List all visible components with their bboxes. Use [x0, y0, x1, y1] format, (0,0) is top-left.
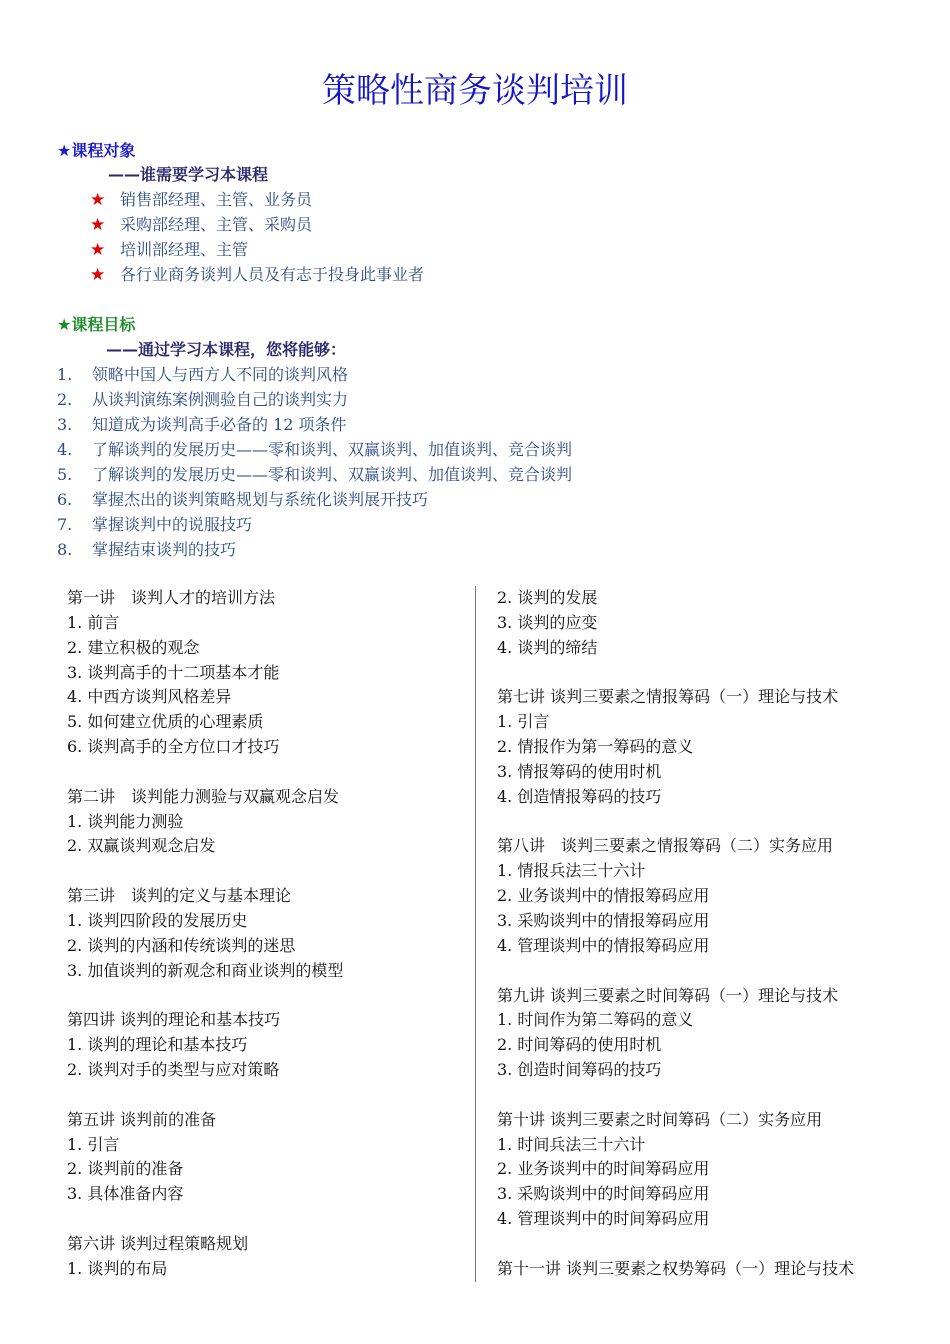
goals-subtitle: ——通过学习本课程，您将能够：: [106, 340, 347, 359]
audience-item-text: 培训部经理、主管: [120, 240, 249, 259]
goal-item: [57, 437, 572, 462]
audience-heading-text: 课程对象: [71, 141, 136, 160]
lecture-item: 2. 谈判的发展: [497, 588, 598, 607]
goal-item: [57, 537, 572, 562]
lecture-item: 1. 谈判能力测验: [67, 811, 184, 831]
goal-number: 2.: [57, 390, 73, 409]
lecture-item: 2. 谈判的内涵和传统谈判的迷思: [67, 935, 296, 955]
lecture-item: 4. 创造情报筹码的技巧: [497, 786, 662, 806]
lecture-item: 1. 时间兵法三十六计: [497, 1134, 646, 1154]
spacer: [497, 661, 917, 686]
audience-item-text: 采购部经理、主管、采购员: [120, 215, 313, 234]
audience-item-text: 各行业商务谈判人员及有志于投身此事业者: [120, 265, 425, 284]
lecture-item: 2. 双赢谈判观念启发: [67, 836, 216, 856]
lecture-item: 2. 业务谈判中的时间筹码应用: [497, 1159, 710, 1179]
goal-item: [57, 412, 572, 437]
spacer: [497, 1083, 917, 1108]
goal-number: 3.: [57, 415, 73, 434]
lecture-item: 3. 加值谈判的新观念和商业谈判的模型: [67, 960, 344, 980]
document-title: 策略性商务谈判培训: [322, 71, 628, 111]
red-star-icon: ★: [90, 215, 106, 235]
spacer: [67, 859, 467, 884]
goal-item: [57, 512, 572, 537]
lecture-item: 2. 谈判对手的类型与应对策略: [67, 1060, 280, 1080]
lecture-item: 2. 谈判前的准备: [67, 1159, 184, 1179]
spacer: [497, 959, 917, 984]
lecture-title: 第八讲 谈判三要素之情报筹码（二）实务应用: [497, 836, 834, 856]
goal-number: 4.: [57, 440, 73, 459]
goal-text: 掌握结束谈判的技巧: [92, 540, 237, 559]
audience-list: [90, 187, 424, 287]
lecture-item: 3. 谈判的应变: [497, 612, 598, 632]
lecture-item: 3. 情报筹码的使用时机: [497, 761, 662, 781]
goal-item: [57, 462, 572, 487]
lecture-title: 第五讲 谈判前的准备: [67, 1109, 217, 1129]
lecture-item: 3. 采购谈判中的情报筹码应用: [497, 910, 710, 930]
lecture-item: 1. 谈判四阶段的发展历史: [67, 910, 248, 930]
lecture-item: 3. 采购谈判中的时间筹码应用: [497, 1184, 710, 1204]
goal-item: [57, 487, 572, 512]
goals-heading: [57, 313, 135, 337]
goal-number: 1.: [57, 365, 73, 384]
outline-left-column: [67, 586, 467, 1282]
audience-item: [90, 237, 424, 262]
column-divider: [475, 586, 476, 1282]
goal-text: 从谈判演练案例测验自己的谈判实力: [92, 390, 349, 409]
lecture-item: 1. 引言: [497, 712, 550, 732]
outline-right-column: [497, 586, 917, 1282]
goal-text: 掌握谈判中的说服技巧: [92, 515, 253, 534]
goals-heading-text: 课程目标: [71, 315, 136, 334]
spacer: [67, 760, 467, 785]
lecture-item: 1. 谈判的布局: [67, 1258, 168, 1278]
lecture-title: 第七讲 谈判三要素之情报筹码（一）理论与技术: [497, 687, 839, 707]
lecture-item: 4. 中西方谈判风格差异: [67, 687, 232, 707]
red-star-icon: ★: [90, 265, 106, 285]
goal-number: 8.: [57, 540, 73, 559]
spacer: [67, 984, 467, 1009]
lecture-title: 第九讲 谈判三要素之时间筹码（一）理论与技术: [497, 985, 839, 1005]
goal-item: [57, 362, 572, 387]
goals-list: [57, 362, 572, 562]
lecture-item: 1. 前言: [67, 612, 120, 632]
goal-number: 6.: [57, 490, 73, 509]
lecture-item: 4. 谈判的缔结: [497, 637, 598, 657]
lecture-item: 1. 时间作为第二筹码的意义: [497, 1010, 694, 1030]
spacer: [497, 810, 917, 835]
lecture-item: 5. 如何建立优质的心理素质: [67, 712, 264, 732]
lecture-title: 第六讲 谈判过程策略规划: [67, 1233, 249, 1253]
goal-item: [57, 387, 572, 412]
goal-number: 7.: [57, 515, 73, 534]
audience-item: [90, 187, 424, 212]
lecture-item: 2. 情报作为第一筹码的意义: [497, 737, 694, 757]
audience-item: [90, 262, 424, 287]
lecture-title: 第三讲 谈判的定义与基本理论: [67, 886, 292, 906]
lecture-title: 第一讲 谈判人才的培训方法: [67, 588, 276, 607]
red-star-icon: ★: [90, 190, 106, 210]
lecture-title: 第四讲 谈判的理论和基本技巧: [67, 1010, 281, 1030]
spacer: [67, 1207, 467, 1232]
audience-item: [90, 212, 424, 237]
goal-text: 掌握杰出的谈判策略规划与系统化谈判展开技巧: [92, 490, 429, 509]
audience-subtitle: ——谁需要学习本课程: [108, 165, 269, 184]
goal-text: 了解谈判的发展历史——零和谈判、双赢谈判、加值谈判、竞合谈判: [92, 465, 573, 484]
lecture-item: 1. 谈判的理论和基本技巧: [67, 1035, 248, 1055]
spacer: [497, 1232, 917, 1257]
lecture-item: 3. 创造时间筹码的技巧: [497, 1060, 662, 1080]
star-icon: ★: [57, 315, 72, 334]
lecture-item: 2. 时间筹码的使用时机: [497, 1035, 662, 1055]
lecture-title: 第十讲 谈判三要素之时间筹码（二）实务应用: [497, 1109, 823, 1129]
lecture-item: 6. 谈判高手的全方位口才技巧: [67, 737, 280, 757]
goal-text: 领略中国人与西方人不同的谈判风格: [92, 365, 349, 384]
lecture-item: 4. 管理谈判中的情报筹码应用: [497, 935, 710, 955]
lecture-item: 1. 引言: [67, 1134, 120, 1154]
lecture-item: 4. 管理谈判中的时间筹码应用: [497, 1209, 710, 1229]
goal-number: 5.: [57, 465, 73, 484]
star-icon: ★: [57, 141, 72, 160]
audience-item-text: 销售部经理、主管、业务员: [120, 190, 313, 209]
lecture-item: 2. 业务谈判中的情报筹码应用: [497, 886, 710, 906]
lecture-item: 2. 建立积极的观念: [67, 637, 200, 657]
spacer: [67, 1083, 467, 1108]
goal-text: 了解谈判的发展历史——零和谈判、双赢谈判、加值谈判、竞合谈判: [92, 440, 573, 459]
audience-heading: [57, 139, 135, 163]
lecture-item: 3. 谈判高手的十二项基本才能: [67, 662, 280, 682]
lecture-item: 1. 情报兵法三十六计: [497, 861, 646, 881]
goal-text: 知道成为谈判高手必备的 12 项条件: [92, 415, 347, 434]
lecture-item: 3. 具体准备内容: [67, 1184, 184, 1204]
lecture-title: 第十一讲 谈判三要素之权势筹码（一）理论与技术: [497, 1258, 855, 1278]
red-star-icon: ★: [90, 240, 106, 260]
lecture-title: 第二讲 谈判能力测验与双赢观念启发: [67, 786, 340, 806]
